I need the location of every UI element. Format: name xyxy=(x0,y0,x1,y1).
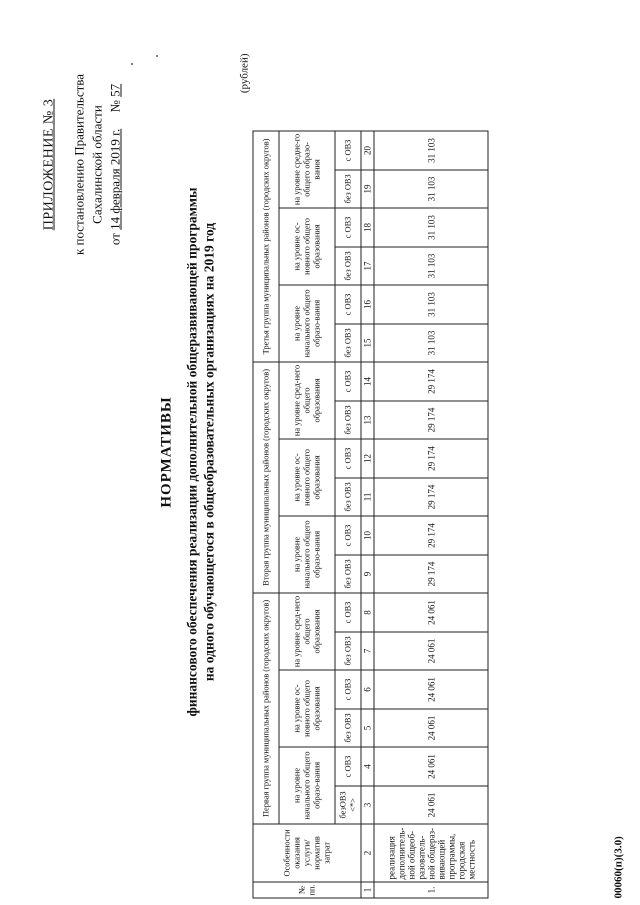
table-cell: 31 103 xyxy=(374,247,488,285)
sub-header-s-ovz: с ОВЗ xyxy=(335,593,361,632)
column-number: 20 xyxy=(361,131,374,170)
sub-header-s-ovz: с ОВЗ xyxy=(335,285,361,324)
document-code: 00060(п)(3.0) xyxy=(612,836,625,899)
level-header: на уровне ос-новного общего образования xyxy=(279,208,335,285)
decree-number: 57 xyxy=(107,83,123,97)
sub-header-bez-ovz: безОВЗ <*> xyxy=(335,786,361,824)
level-header: на уровне сред-него общего образования xyxy=(279,593,335,670)
sub-header-s-ovz: с ОВЗ xyxy=(335,131,361,170)
scan-speck xyxy=(131,63,133,65)
appendix-header xyxy=(41,40,125,290)
title-heading: НОРМАТИВЫ xyxy=(158,396,175,508)
column-number: 15 xyxy=(361,324,374,362)
table-cell: 24 061 xyxy=(374,593,488,632)
column-number: 3 xyxy=(361,786,374,824)
level-header: на уровне ос-новного общего образования xyxy=(279,439,335,516)
sub-header-s-ovz: с ОВЗ xyxy=(335,747,361,786)
sub-header-bez-ovz: без ОВЗ xyxy=(335,170,361,208)
column-number: 11 xyxy=(361,478,374,516)
level-header: на уровне средне-го общего образо-вания xyxy=(279,131,335,208)
title-sub1: финансового обеспечения реализации дополнительной общеразвивающей программы xyxy=(184,187,200,717)
rotated-page xyxy=(1,0,640,905)
title-sub2: на одного обучающегося в общеобразовательных организациях на 2019 год xyxy=(201,222,217,682)
table-cell: 29 174 xyxy=(374,439,488,478)
sub-header-bez-ovz: без ОВЗ xyxy=(335,324,361,362)
scan-speck xyxy=(156,55,158,57)
column-number: 13 xyxy=(361,401,374,439)
table-cell: 29 174 xyxy=(374,516,488,555)
sub-header-bez-ovz: без ОВЗ xyxy=(335,401,361,439)
table-cell: 24 061 xyxy=(374,786,488,824)
table-cell: 24 061 xyxy=(374,747,488,786)
table-cell: 29 174 xyxy=(374,555,488,593)
col-number-header: № пп. xyxy=(253,882,361,898)
decree-line: к постановлению Правительства xyxy=(71,73,87,256)
row-label: реализация дополнитель-ной общеоб-разователь-ной общераз-вивающей программы, городская местность xyxy=(374,824,488,882)
sub-header-bez-ovz: без ОВЗ xyxy=(335,247,361,285)
column-number: 7 xyxy=(361,632,374,670)
document-title xyxy=(159,0,218,905)
sub-header-s-ovz: с ОВЗ xyxy=(335,670,361,709)
group-1-header: Первая группа муниципальных районов (городских округов) xyxy=(253,593,279,824)
table-cell: 31 103 xyxy=(374,208,488,247)
col-feature-header: Особенности оказания услуги/ норматив затрат xyxy=(253,824,361,882)
table-cell: 31 103 xyxy=(374,285,488,324)
table-cell: 24 061 xyxy=(374,670,488,709)
level-header: на уровне сред-него общего образования xyxy=(279,362,335,439)
sub-header-bez-ovz: без ОВЗ xyxy=(335,709,361,747)
column-number: 17 xyxy=(361,247,374,285)
column-number: 10 xyxy=(361,516,374,555)
table-cell: 29 174 xyxy=(374,362,488,401)
column-number: 18 xyxy=(361,208,374,247)
level-header: на уровне начального общего образо-вания xyxy=(279,285,335,362)
level-header: на уровне начального общего образо-вания xyxy=(279,516,335,593)
column-number: 9 xyxy=(361,555,374,593)
sub-header-s-ovz: с ОВЗ xyxy=(335,516,361,555)
column-number: 1 xyxy=(361,882,374,898)
column-number: 8 xyxy=(361,593,374,632)
column-number: 6 xyxy=(361,670,374,709)
column-number: 4 xyxy=(361,747,374,786)
decree-date: 14 февраля 2019 г. xyxy=(107,128,123,230)
table-cell: 31 103 xyxy=(374,170,488,208)
row-number: 1. xyxy=(374,882,488,898)
column-number: 12 xyxy=(361,439,374,478)
sub-header-s-ovz: с ОВЗ xyxy=(335,439,361,478)
sub-header-s-ovz: с ОВЗ xyxy=(335,362,361,401)
sub-header-s-ovz: с ОВЗ xyxy=(335,208,361,247)
group-2-header: Вторая группа муниципальных районов (городских округов) xyxy=(253,362,279,593)
column-number: 16 xyxy=(361,285,374,324)
table-cell: 29 174 xyxy=(374,478,488,516)
column-number: 14 xyxy=(361,362,374,401)
unit-label: (рублей) xyxy=(238,53,251,94)
column-number: 2 xyxy=(361,824,374,882)
from-label: от xyxy=(107,233,123,246)
level-header: на уровне начального общего образо-вания xyxy=(279,747,335,824)
sub-header-bez-ovz: без ОВЗ xyxy=(335,555,361,593)
normatives-table xyxy=(253,130,489,898)
table-cell: 29 174 xyxy=(374,401,488,439)
table-cell: 31 103 xyxy=(374,324,488,362)
region-line: Сахалинской области xyxy=(89,105,105,224)
appendix-title: ПРИЛОЖЕНИЕ № 3 xyxy=(41,98,57,231)
column-number: 5 xyxy=(361,709,374,747)
table-cell: 31 103 xyxy=(374,131,488,170)
level-header: на уровне ос-новного общего образования xyxy=(279,670,335,747)
group-3-header: Третья группа муниципальных районов (городских округов) xyxy=(253,131,279,362)
sub-header-bez-ovz: без ОВЗ xyxy=(335,478,361,516)
date-line xyxy=(107,40,125,290)
table-cell: 24 061 xyxy=(374,709,488,747)
sub-header-bez-ovz: без ОВЗ xyxy=(335,632,361,670)
column-number: 19 xyxy=(361,170,374,208)
table-cell: 24 061 xyxy=(374,632,488,670)
number-label: № xyxy=(107,100,123,113)
